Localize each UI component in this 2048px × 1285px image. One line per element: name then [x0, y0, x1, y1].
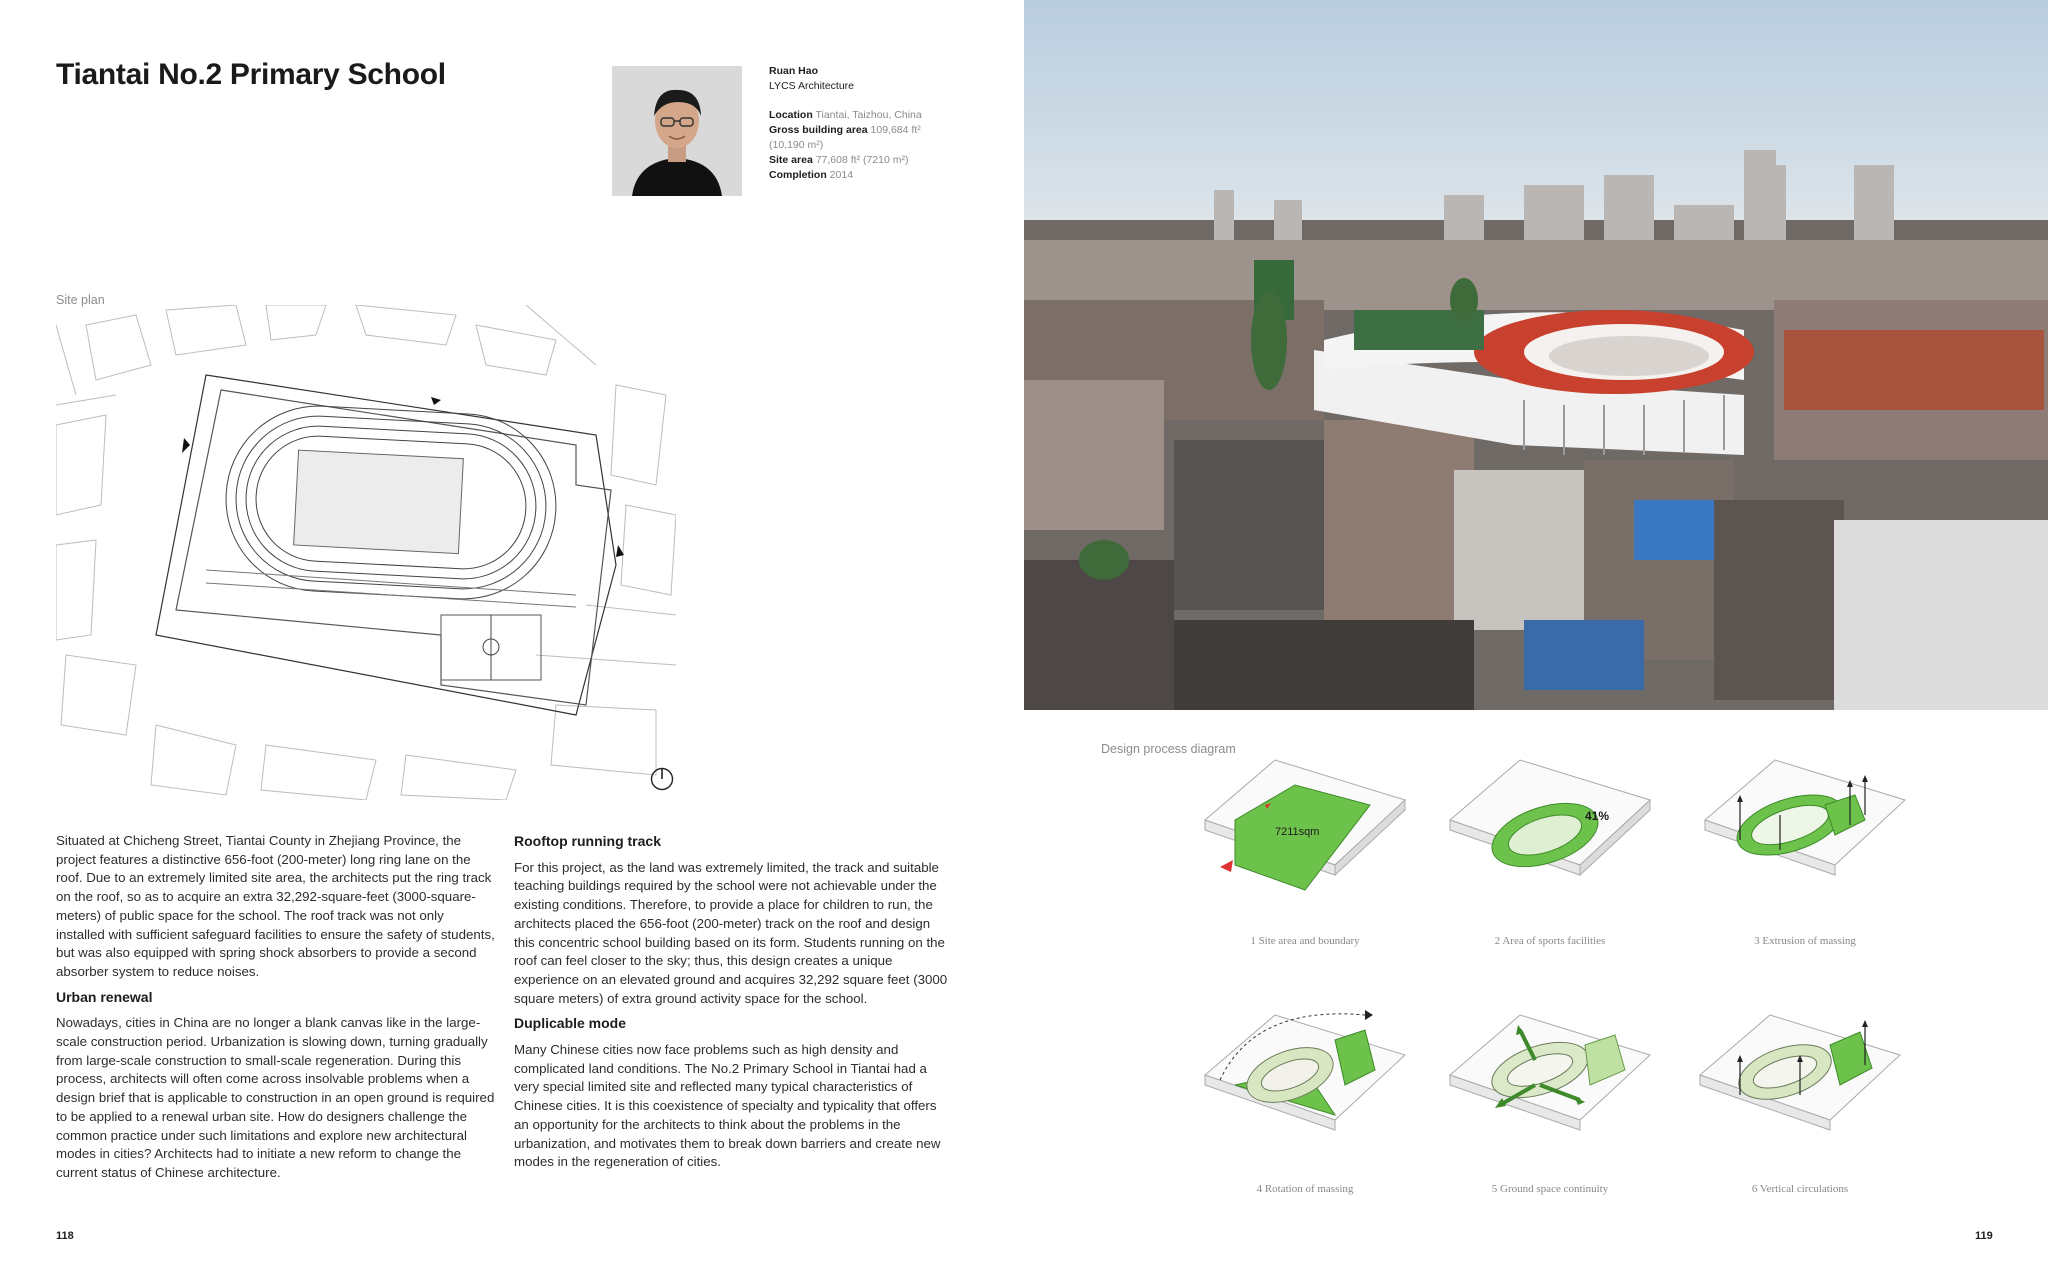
- duplicable-mode-paragraph: Many Chinese cities now face problems such as high density and complicated land conditions. The No.2 Primary School in Tiantai had a very special limited site and reflected many typical characteristics of Chinese cities. It is this coexistence of specialty and typicality that offers an opportunity for the architects to think about the problems in the urbanization, and motivates them to break down barriers and create new modes in the regeneration of cities.: [514, 1042, 941, 1170]
- right-text-column: [514, 832, 954, 1178]
- diagram-2-caption: 2 Area of sports facilities: [1494, 935, 1606, 947]
- page-title: Tiantai No.2 Primary School: [56, 58, 446, 91]
- diagram-2-label: 41%: [1585, 809, 1610, 823]
- gba-value-metric: (10,190 m²): [769, 139, 824, 151]
- diagram-site-area: [1195, 755, 1415, 915]
- rooftop-track-heading: Rooftop running track: [514, 833, 661, 849]
- location-label: Location: [769, 109, 813, 121]
- location-value: Tiantai, Taizhou, China: [815, 109, 922, 121]
- diagram-5-caption: 5 Ground space continuity: [1491, 1183, 1609, 1195]
- urban-renewal-heading: Urban renewal: [56, 988, 153, 1005]
- architect-name: Ruan Hao: [769, 65, 819, 77]
- diagram-ground-continuity: [1440, 1000, 1660, 1160]
- site-plan-drawing: [56, 305, 676, 805]
- site-area-value: 77,608 ft² (7210 m²): [815, 154, 909, 166]
- diagram-4-caption: 4 Rotation of massing: [1256, 1183, 1354, 1195]
- intro-paragraph: Situated at Chicheng Street, Tiantai County in Zhejiang Province, the project features a distinctive 656-foot (200-meter) long ring lane on the roof. Due to an extremely limited site area, the architects put the ring track on the roof, so as to acquire an extra 32,292-square-feet (3000-square-meters) of public space for the school. The roof track was not only installed with sufficient safeguard facilities to ensure the safety of students, but was also equipped with spring shock absorbers to provide a second absorber system to reduce noises.: [56, 833, 495, 979]
- completion-value: 2014: [829, 169, 854, 181]
- site-plan-caption: Site plan: [56, 293, 105, 307]
- diagram-1-label: 7211sqm: [1275, 826, 1320, 838]
- diagram-sports-area: [1440, 755, 1660, 915]
- design-process-caption: Design process diagram: [1101, 742, 1236, 756]
- gba-value: 109,684 ft²: [870, 124, 921, 136]
- urban-renewal-paragraph: Nowadays, cities in China are no longer a blank canvas like in the large-scale construction period. Urbanization is slowing down, turning gradually from large-scale construction to small-scale regeneration. During this process, architects will often come across insolvable problems when a design brief that is applicable to construction in an open ground is required to be applied to a renewal urban site. How do designers challenge the common practice under such limitations and explore new architectural modes in cities? Architects had to initiate a new reform to change the current status of Chinese architecture.: [56, 1015, 495, 1180]
- north-arrow-icon: [650, 767, 674, 796]
- completion-label: Completion: [769, 169, 827, 181]
- site-area-label: Site area: [769, 154, 813, 166]
- architect-portrait: [612, 66, 742, 196]
- project-info: [769, 64, 944, 183]
- diagram-rotation: [1195, 1000, 1415, 1160]
- rooftop-track-paragraph: For this project, as the land was extremely limited, the track and suitable teaching buildings required by the school were not achievable under the existing conditions. Therefore, to provide a place for children to run, the architects placed the 656-foot (200-meter) track on the roof and design this concentric school building based on its form. Students running on the roof can feel closer to the sky; thus, this design creates a unique experience on an elevated ground and acquires 32,292 square feet (3000 square meters) of extra ground activity space for the school.: [514, 859, 948, 1006]
- diagram-6-caption: 6 Vertical circulations: [1751, 1183, 1849, 1195]
- gba-label: Gross building area: [769, 124, 868, 136]
- diagram-vertical-circulation: [1690, 1000, 1910, 1160]
- left-text-column: [56, 832, 496, 1189]
- diagram-3-caption: 3 Extrusion of massing: [1754, 935, 1856, 947]
- diagram-extrusion: [1695, 755, 1915, 915]
- page-number-left: 118: [56, 1230, 74, 1242]
- diagram-1-caption: 1 Site area and boundary: [1250, 935, 1360, 947]
- aerial-photo: [1024, 0, 2048, 710]
- architect-firm: LYCS Architecture: [769, 80, 855, 92]
- page-number-right: 119: [1975, 1230, 1993, 1242]
- duplicable-mode-heading: Duplicable mode: [514, 1015, 627, 1032]
